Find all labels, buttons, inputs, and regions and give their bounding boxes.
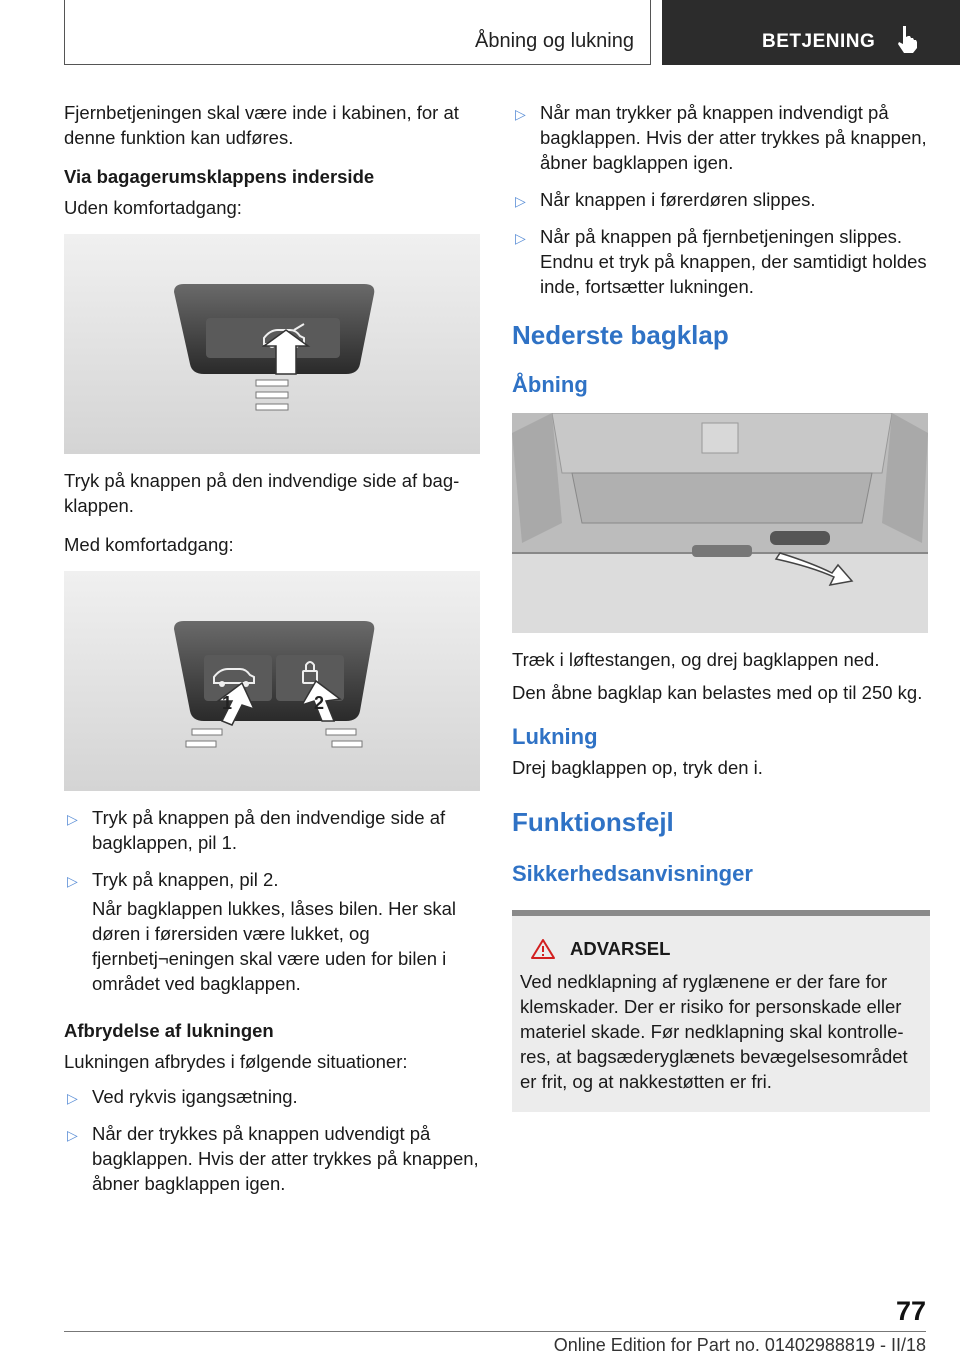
list-item <box>64 1084 482 1109</box>
header-rule-bottom <box>64 64 650 65</box>
arrow-label-1: 1 <box>222 693 233 713</box>
tailgate-button-illustration <box>64 234 480 454</box>
tailgate-buttons-illustration <box>64 571 480 791</box>
section-title: Åbning og lukning <box>474 30 634 52</box>
warning-triangle-icon <box>530 938 556 960</box>
comfort-steps-list <box>64 805 482 996</box>
abort-list-continued <box>512 100 930 299</box>
warning-box <box>512 910 930 1112</box>
heading-opening: Åbning <box>512 372 588 397</box>
with-comfort-label: Med komfortadgang: <box>64 534 234 555</box>
caption-inside-button: Tryk på knappen på den indvendige side af bagklappen. <box>64 470 460 516</box>
list-item <box>512 100 930 175</box>
list-item <box>64 1121 482 1196</box>
abort-list <box>64 1084 482 1196</box>
list-item <box>512 224 930 299</box>
list-item-text: Tryk på knappen på den indvendige side af bagklappen, pil 1. <box>92 807 446 853</box>
list-item-text: Tryk på knappen, pil 2. <box>92 869 279 890</box>
list-item-text: Når man trykker på knappen indvendigt på bagklappen. Hvis der atter trykkes på knappen, åbner bagklappen igen. <box>540 102 927 173</box>
warning-title: ADVARSEL <box>570 938 671 959</box>
triangle-bullet-icon: ▷ <box>67 1090 78 1106</box>
lower-tailgate-illustration <box>512 413 928 633</box>
without-comfort-label: Uden komfortadgang: <box>64 197 242 218</box>
header-rule-divider <box>650 0 651 65</box>
chapter-tab[interactable] <box>662 0 960 65</box>
list-item-continuation: Når bagklappen lukkes, låses bilen. Her skal døren i førersiden være lukket, og fjernbetj¬eningen skal være uden for bilen i området ved bagklappen. <box>92 898 457 994</box>
subhead-inside: Via bagagerumsklappens inderside <box>64 166 375 187</box>
triangle-bullet-icon: ▷ <box>67 811 78 827</box>
figure-tailgate-button <box>64 234 480 454</box>
arrow-label-2: 2 <box>314 693 325 713</box>
figure-lower-tailgate <box>512 413 928 633</box>
triangle-bullet-icon: ▷ <box>515 193 526 209</box>
heading-malfunction: Funktionsfejl <box>512 807 674 837</box>
list-item <box>512 187 930 212</box>
triangle-bullet-icon: ▷ <box>67 1127 78 1143</box>
edition-text: Online Edition for Part no. 01402988819 - II/18 <box>553 1335 926 1355</box>
caption-pull-lever: Træk i løftestangen, og drej bagklappen ned. <box>512 649 880 670</box>
hand-pointer-icon <box>894 24 920 54</box>
list-item-text: Når knappen i førerdøren slippes. <box>540 189 816 210</box>
page-number: 77 <box>895 1296 926 1326</box>
triangle-bullet-icon: ▷ <box>67 873 78 889</box>
triangle-bullet-icon: ▷ <box>515 230 526 246</box>
left-column <box>64 100 482 1208</box>
footer-rule <box>64 1331 926 1332</box>
list-item-text: Ved rykvis igangsætning. <box>92 1086 298 1107</box>
figure-tailgate-buttons-comfort <box>64 571 480 791</box>
intro-paragraph: Fjernbetjeningen skal være inde i kabinen, for at denne funktion kan udføres. <box>64 102 459 148</box>
header-rule-left <box>64 0 65 64</box>
right-column <box>512 100 930 1112</box>
heading-lower-tailgate: Nederste bagklap <box>512 320 729 350</box>
heading-closing: Lukning <box>512 724 598 749</box>
warning-title-row <box>530 936 922 961</box>
chapter-tab-label: BETJENING <box>762 31 876 52</box>
list-item-text: Når der trykkes på knappen udvendigt på bagklappen. Hvis der atter trykkes på knappen, åbner bagklappen igen. <box>92 1123 479 1194</box>
list-item <box>64 867 482 996</box>
warning-text: Ved nedklapning af ryglænene er der fare for klemskader. Der er risiko for personskade eller materiel skade. Før nedklapning skal kontrolleres, at bagsæderyglænets bevægelsesområdet er frit, og at nakkestøtten er fri. <box>520 971 908 1092</box>
list-item <box>64 805 482 855</box>
heading-safety: Sikkerhedsanvisninger <box>512 861 753 886</box>
list-item-text: Når på knappen på fjernbetjeningen slippes. Endnu et tryk på knappen, der samtidigt holdes inde, fortsætter lukningen. <box>540 226 927 297</box>
load-text: Den åbne bagklap kan belastes med op til 250 kg. <box>512 682 923 703</box>
abort-intro: Lukningen afbrydes i følgende situationer: <box>64 1051 408 1072</box>
closing-text: Drej bagklappen op, tryk den i. <box>512 757 763 778</box>
subhead-abort: Afbrydelse af lukningen <box>64 1020 274 1041</box>
triangle-bullet-icon: ▷ <box>515 106 526 122</box>
